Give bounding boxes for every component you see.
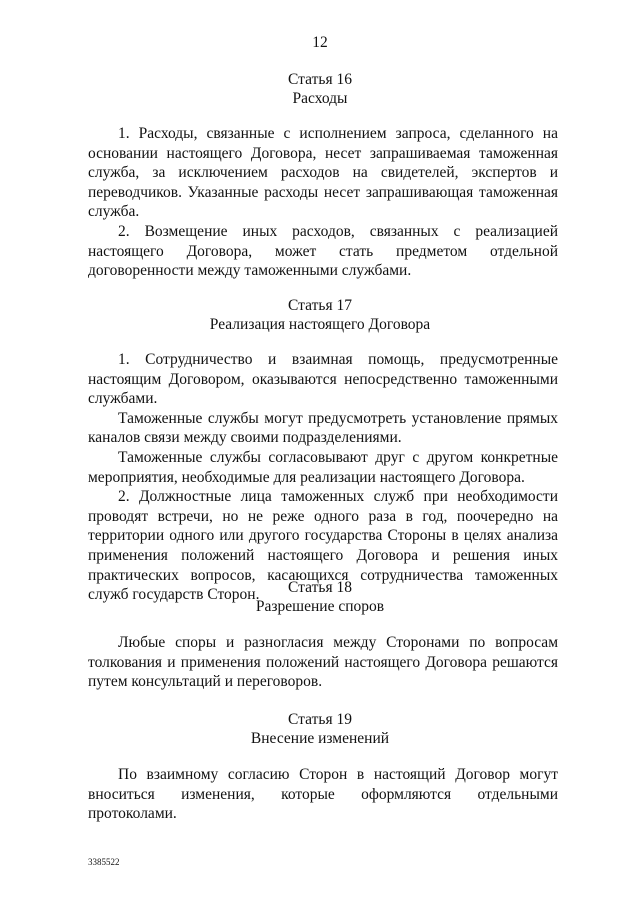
article-16-heading [0,70,640,108]
paragraph: По взаимному согласию Сторон в настоящий Договор могут вноситься изменения, которые оформляются отдельными протоколами. [88,766,558,823]
article-19-heading [0,710,640,748]
paragraph: Таможенные службы могут предусмотреть установление прямых каналов связи между своими подразделениями. [88,409,558,447]
article-subtitle: Реализация настоящего Договора [209,316,431,333]
article-18-body [88,633,558,692]
article-16-body [88,124,558,281]
paragraph: 1. Сотрудничество и взаимная помощь, предусмотренные настоящим Договором, оказываются непосредственно таможенными службами. [88,351,558,408]
paragraph: Любые споры и разногласия между Сторонами по вопросам толкования и применения положений настоящего Договора решаются путем консультаций и переговоров. [88,634,558,691]
paragraph: 1. Расходы, связанные с исполнением запроса, сделанного на основании настоящего Договора, несет запрашиваемая таможенная служба, за исключением расходов на свидетелей, экспертов и переводчиков. Указанные расходы несет запрашивающая таможенная служба. [88,125,558,221]
page-number: 12 [312,34,328,51]
article-18-heading [0,578,640,616]
article-title: Статья 19 [288,711,352,728]
article-subtitle: Разрешение споров [255,598,385,615]
article-19-body [88,765,558,824]
article-title: Статья 16 [288,71,352,88]
article-17-body [88,350,558,605]
paragraph: 2. Возмещение иных расходов, связанных с реализацией настоящего Договора, может стать предметом отдельной договоренности между таможенными службами. [88,222,558,280]
paragraph: 2. Должностные лица таможенных служб при необходимости проводят встречи, но не реже одного раза в год, поочередно на территории одного или другого государства Стороны в целях анализа применения положений настоящего Договора и решения иных практических вопросов, касающихся сотрудничества таможенных служб государств Сторон. [88,488,558,604]
article-subtitle: Внесение изменений [250,730,390,747]
article-17-heading [0,296,640,334]
document-code: 3385522 [88,857,120,867]
article-subtitle: Расходы [292,90,348,107]
article-title: Статья 17 [288,297,352,314]
paragraph: Таможенные службы согласовывают друг с другом конкретные мероприятия, необходимые для реализации настоящего Договора. [88,448,558,486]
article-title: Статья 18 [288,579,352,596]
